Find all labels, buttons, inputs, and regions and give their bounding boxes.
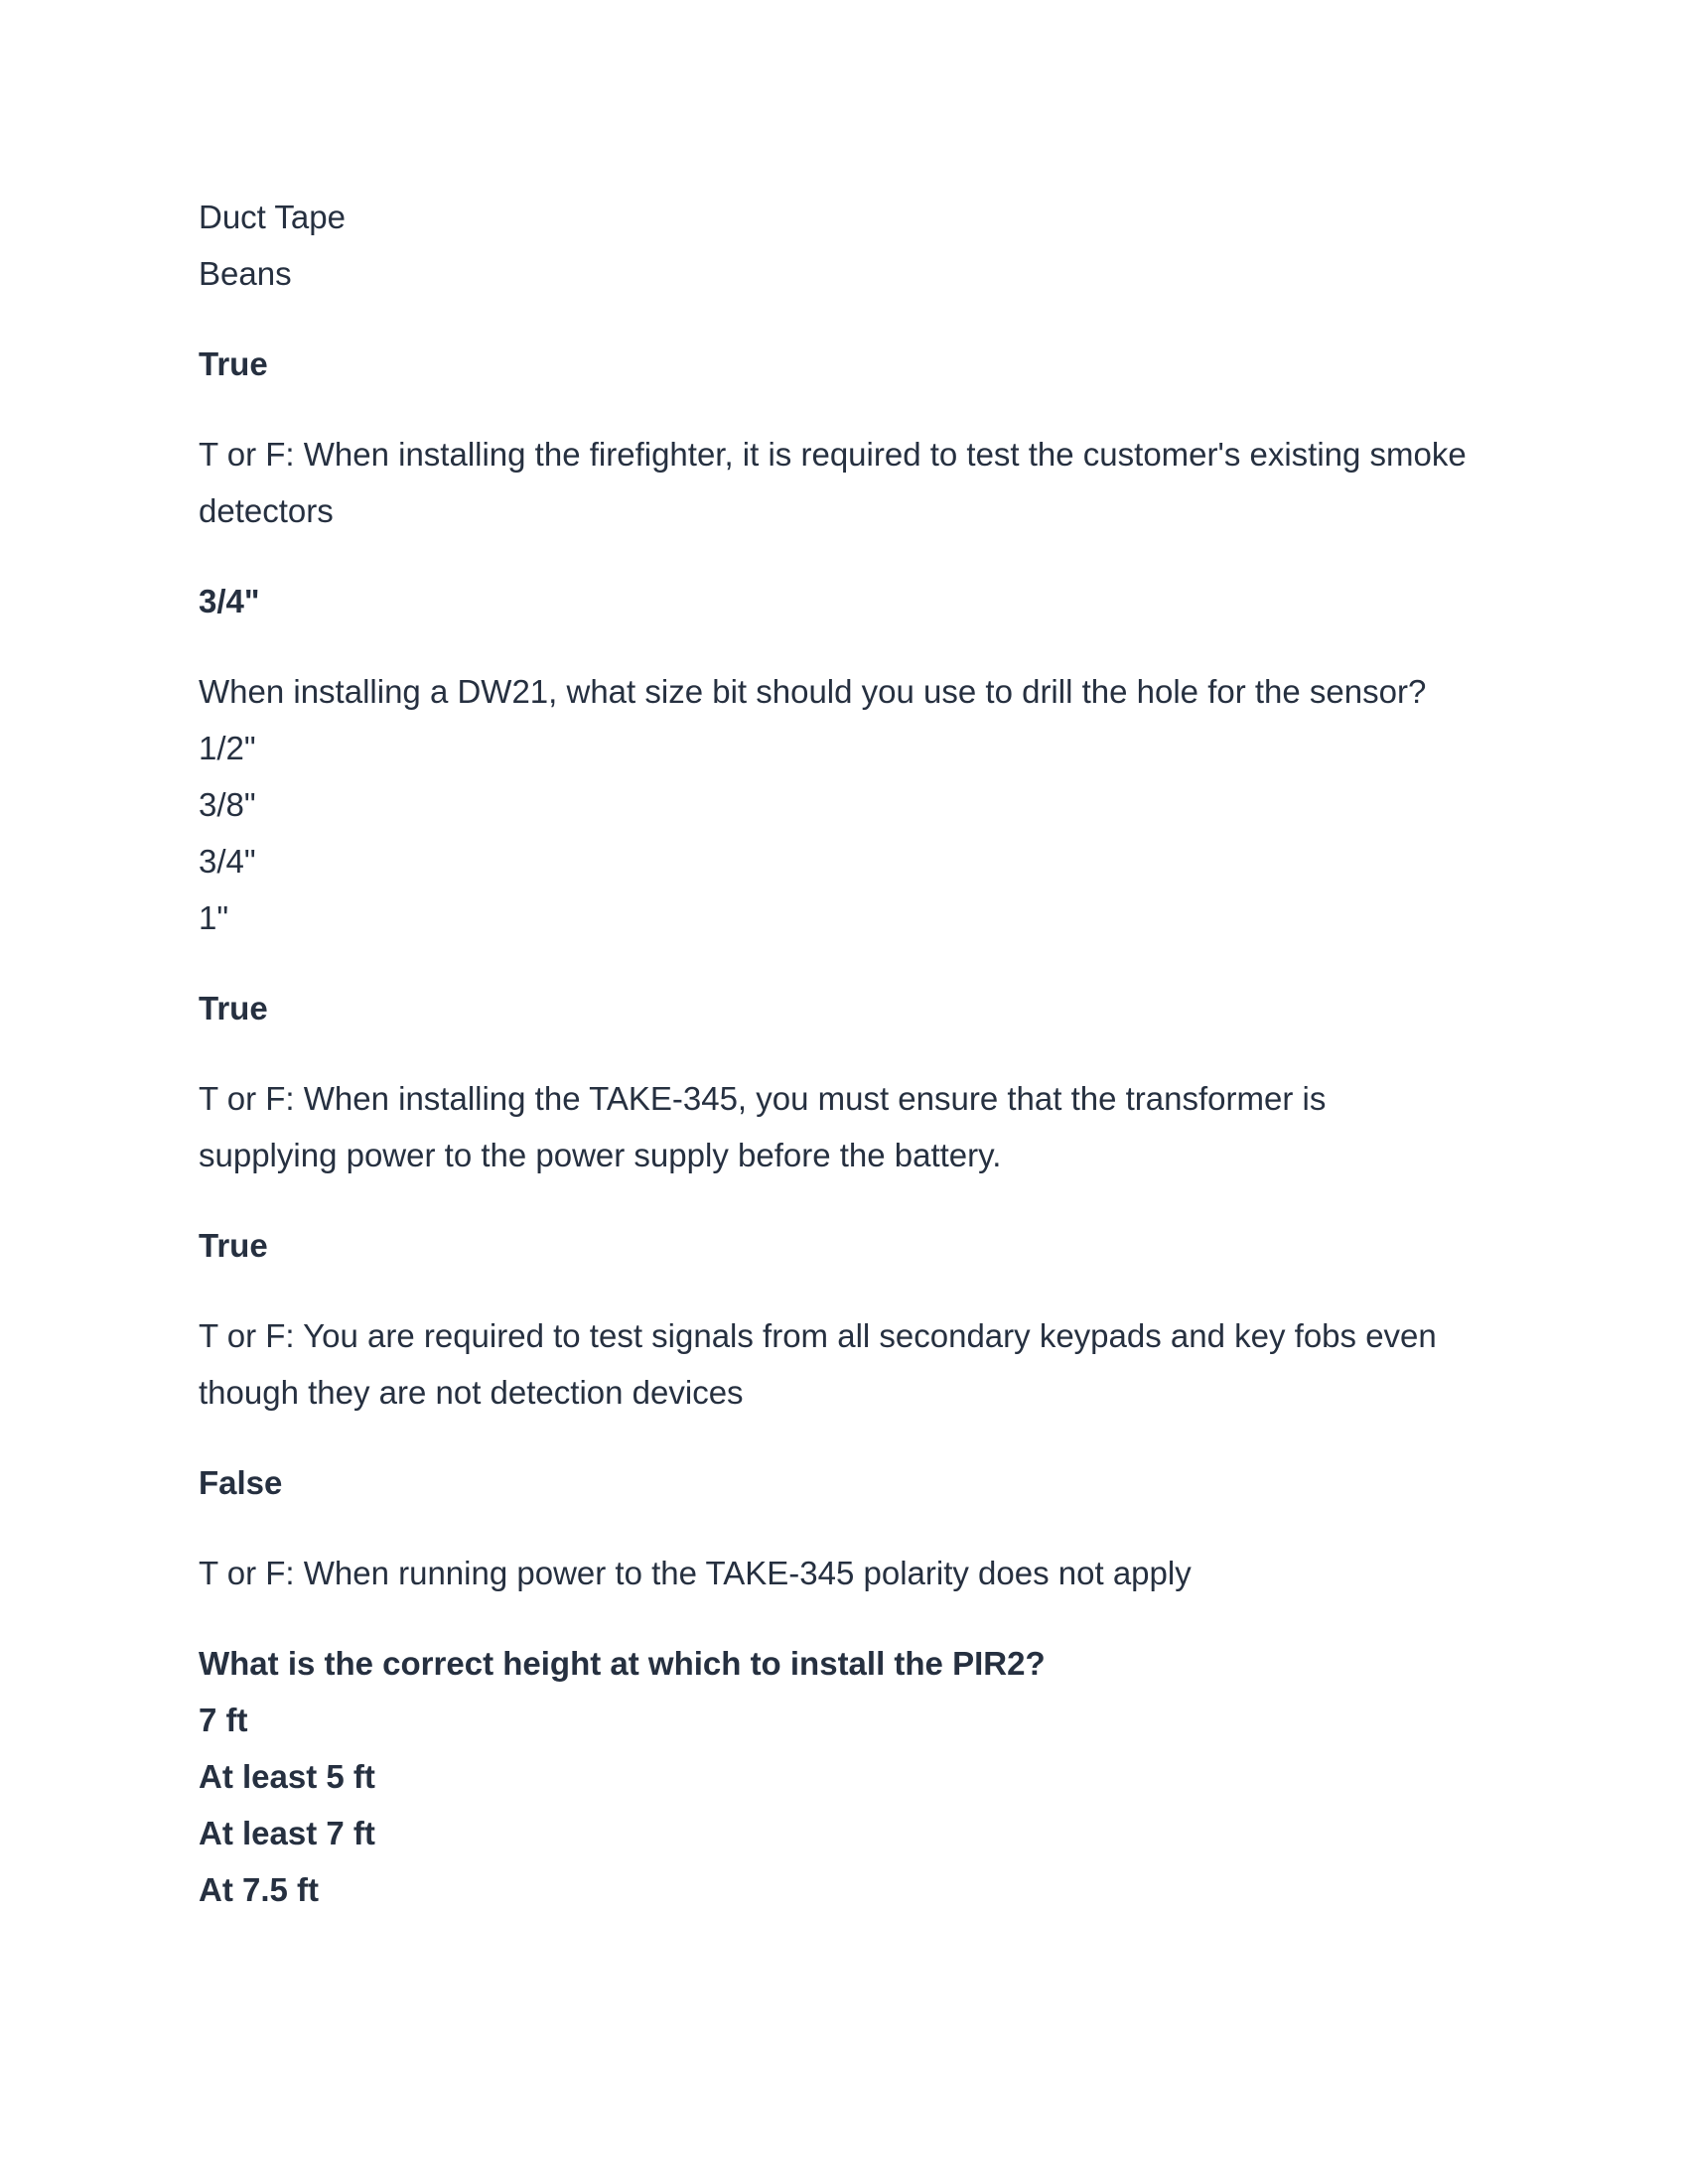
answer-1: True bbox=[199, 345, 268, 382]
answer-5: False bbox=[199, 1464, 283, 1501]
answer-2: 3/4" bbox=[199, 583, 260, 619]
question-2 bbox=[199, 663, 1509, 946]
option-item: At least 5 ft bbox=[199, 1758, 375, 1795]
answer-3: True bbox=[199, 990, 268, 1026]
question-line: T or F: When running power to the TAKE-345 polarity does not apply bbox=[199, 1555, 1192, 1591]
document-page bbox=[199, 189, 1509, 1918]
question-line: When installing a DW21, what size bit should you use to drill the hole for the sensor? bbox=[199, 673, 1427, 710]
option-item: 3/4" bbox=[199, 843, 256, 880]
question-line: What is the correct height at which to install the PIR2? bbox=[199, 1645, 1046, 1682]
answer-4: True bbox=[199, 1227, 268, 1264]
question-line: T or F: When installing the TAKE-345, you must ensure that the transformer is bbox=[199, 1080, 1327, 1117]
option-item: 3/8" bbox=[199, 786, 256, 823]
question-3 bbox=[199, 1070, 1509, 1183]
question-line: T or F: You are required to test signals from all secondary keypads and key fobs even bbox=[199, 1317, 1437, 1354]
question-line: supplying power to the power supply before the battery. bbox=[199, 1137, 1002, 1173]
option-item: At least 7 ft bbox=[199, 1815, 375, 1851]
option-item: 1/2" bbox=[199, 730, 256, 766]
question-line: T or F: When installing the firefighter, it is required to test the customer's existing smoke bbox=[199, 436, 1467, 473]
question-6 bbox=[199, 1635, 1509, 1918]
intro-line: Duct Tape bbox=[199, 199, 346, 235]
option-item: 1" bbox=[199, 899, 229, 936]
question-5 bbox=[199, 1545, 1509, 1601]
question-4 bbox=[199, 1307, 1509, 1421]
intro-block bbox=[199, 189, 1509, 302]
option-item: 7 ft bbox=[199, 1702, 248, 1738]
question-line: though they are not detection devices bbox=[199, 1374, 744, 1411]
question-line: detectors bbox=[199, 492, 334, 529]
intro-line: Beans bbox=[199, 255, 292, 292]
option-item: At 7.5 ft bbox=[199, 1871, 320, 1908]
question-1 bbox=[199, 426, 1509, 539]
